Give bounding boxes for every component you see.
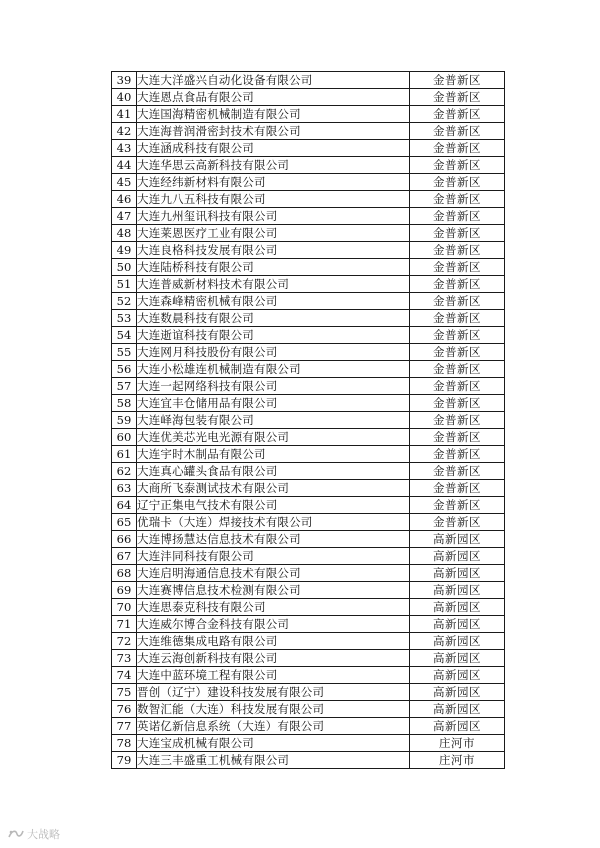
table-row — [112, 412, 505, 429]
company-name: 大连维德集成电路有限公司 — [137, 633, 410, 650]
company-name: 大连博扬慧达信息技术有限公司 — [137, 531, 410, 548]
company-list-body — [112, 72, 505, 769]
row-number: 40 — [112, 89, 137, 106]
region-name: 金普新区 — [410, 497, 505, 514]
table-row — [112, 344, 505, 361]
row-number: 61 — [112, 446, 137, 463]
company-name: 大商所飞泰测试技术有限公司 — [137, 480, 410, 497]
company-name: 大连华思云高新科技有限公司 — [137, 157, 410, 174]
table-row — [112, 599, 505, 616]
company-name: 大连沣同科技有限公司 — [137, 548, 410, 565]
company-name: 大连峄海包装有限公司 — [137, 412, 410, 429]
company-name: 优瑞卡（大连）焊接技术有限公司 — [137, 514, 410, 531]
region-name: 金普新区 — [410, 259, 505, 276]
watermark-text: 大战略 — [27, 828, 60, 841]
company-name: 大连一起网络科技有限公司 — [137, 378, 410, 395]
region-name: 金普新区 — [410, 140, 505, 157]
company-name: 大连真心罐头食品有限公司 — [137, 463, 410, 480]
company-name: 大连三丰盛重工机械有限公司 — [137, 752, 410, 769]
table-row — [112, 123, 505, 140]
company-name: 大连赛博信息技术检测有限公司 — [137, 582, 410, 599]
region-name: 庄河市 — [410, 735, 505, 752]
company-name: 大连宇时木制品有限公司 — [137, 446, 410, 463]
table-row — [112, 310, 505, 327]
row-number: 66 — [112, 531, 137, 548]
company-name: 大连宜丰仓储用品有限公司 — [137, 395, 410, 412]
company-name: 大连网月科技股份有限公司 — [137, 344, 410, 361]
region-name: 金普新区 — [410, 429, 505, 446]
company-name: 大连思泰克科技有限公司 — [137, 599, 410, 616]
table-row — [112, 89, 505, 106]
table-row — [112, 378, 505, 395]
company-name: 大连大洋盛兴自动化设备有限公司 — [137, 72, 410, 89]
table-row — [112, 327, 505, 344]
table-row — [112, 140, 505, 157]
table-row — [112, 72, 505, 89]
row-number: 71 — [112, 616, 137, 633]
row-number: 50 — [112, 259, 137, 276]
row-number: 56 — [112, 361, 137, 378]
company-name: 大连普威新材料技术有限公司 — [137, 276, 410, 293]
region-name: 金普新区 — [410, 208, 505, 225]
row-number: 77 — [112, 718, 137, 735]
row-number: 49 — [112, 242, 137, 259]
table-row — [112, 650, 505, 667]
region-name: 庄河市 — [410, 752, 505, 769]
region-name: 金普新区 — [410, 480, 505, 497]
row-number: 73 — [112, 650, 137, 667]
row-number: 52 — [112, 293, 137, 310]
table-row — [112, 633, 505, 650]
table-row — [112, 395, 505, 412]
company-name: 大连恩点食品有限公司 — [137, 89, 410, 106]
company-name: 大连莱恩医疗工业有限公司 — [137, 225, 410, 242]
table-row — [112, 208, 505, 225]
row-number: 79 — [112, 752, 137, 769]
table-row — [112, 259, 505, 276]
row-number: 72 — [112, 633, 137, 650]
company-name: 大连九八五科技有限公司 — [137, 191, 410, 208]
table-row — [112, 106, 505, 123]
region-name: 高新园区 — [410, 616, 505, 633]
row-number: 74 — [112, 667, 137, 684]
region-name: 高新园区 — [410, 633, 505, 650]
row-number: 43 — [112, 140, 137, 157]
company-name: 大连森峰精密机械有限公司 — [137, 293, 410, 310]
region-name: 金普新区 — [410, 72, 505, 89]
row-number: 57 — [112, 378, 137, 395]
table-row — [112, 480, 505, 497]
region-name: 高新园区 — [410, 718, 505, 735]
table-row — [112, 361, 505, 378]
table-row — [112, 616, 505, 633]
region-name: 金普新区 — [410, 293, 505, 310]
company-name: 大连数晨科技有限公司 — [137, 310, 410, 327]
region-name: 高新园区 — [410, 650, 505, 667]
region-name: 高新园区 — [410, 599, 505, 616]
table-row — [112, 497, 505, 514]
region-name: 金普新区 — [410, 174, 505, 191]
company-name: 大连中蓝环境工程有限公司 — [137, 667, 410, 684]
row-number: 44 — [112, 157, 137, 174]
region-name: 金普新区 — [410, 225, 505, 242]
row-number: 47 — [112, 208, 137, 225]
table-row — [112, 735, 505, 752]
row-number: 41 — [112, 106, 137, 123]
company-name: 大连陆桥科技有限公司 — [137, 259, 410, 276]
table-row — [112, 276, 505, 293]
region-name: 金普新区 — [410, 106, 505, 123]
company-name: 大连海普润滑密封技术有限公司 — [137, 123, 410, 140]
region-name: 金普新区 — [410, 89, 505, 106]
table-row — [112, 514, 505, 531]
region-name: 金普新区 — [410, 157, 505, 174]
region-name: 高新园区 — [410, 582, 505, 599]
table-row — [112, 565, 505, 582]
table-row — [112, 429, 505, 446]
table-row — [112, 293, 505, 310]
region-name: 金普新区 — [410, 344, 505, 361]
row-number: 76 — [112, 701, 137, 718]
company-name: 大连威尔博合金科技有限公司 — [137, 616, 410, 633]
company-name: 大连启明海通信息技术有限公司 — [137, 565, 410, 582]
region-name: 高新园区 — [410, 531, 505, 548]
region-name: 金普新区 — [410, 412, 505, 429]
region-name: 金普新区 — [410, 514, 505, 531]
row-number: 48 — [112, 225, 137, 242]
row-number: 78 — [112, 735, 137, 752]
row-number: 67 — [112, 548, 137, 565]
table-row — [112, 174, 505, 191]
row-number: 64 — [112, 497, 137, 514]
row-number: 58 — [112, 395, 137, 412]
company-name: 大连涵成科技有限公司 — [137, 140, 410, 157]
table-row — [112, 463, 505, 480]
row-number: 69 — [112, 582, 137, 599]
region-name: 金普新区 — [410, 378, 505, 395]
region-name: 金普新区 — [410, 327, 505, 344]
table-row — [112, 582, 505, 599]
table-row — [112, 667, 505, 684]
region-name: 金普新区 — [410, 191, 505, 208]
company-name: 数智汇能（大连）科技发展有限公司 — [137, 701, 410, 718]
row-number: 53 — [112, 310, 137, 327]
row-number: 55 — [112, 344, 137, 361]
region-name: 高新园区 — [410, 667, 505, 684]
row-number: 62 — [112, 463, 137, 480]
region-name: 高新园区 — [410, 548, 505, 565]
company-name: 大连国海精密机械制造有限公司 — [137, 106, 410, 123]
region-name: 金普新区 — [410, 276, 505, 293]
region-name: 金普新区 — [410, 361, 505, 378]
row-number: 60 — [112, 429, 137, 446]
region-name: 金普新区 — [410, 242, 505, 259]
row-number: 46 — [112, 191, 137, 208]
company-name: 英诺亿新信息系统（大连）有限公司 — [137, 718, 410, 735]
watermark-logo-icon — [8, 828, 24, 840]
table-row — [112, 225, 505, 242]
table-row — [112, 157, 505, 174]
company-name: 大连小松雄连机械制造有限公司 — [137, 361, 410, 378]
table-row — [112, 548, 505, 565]
region-name: 金普新区 — [410, 446, 505, 463]
row-number: 51 — [112, 276, 137, 293]
row-number: 70 — [112, 599, 137, 616]
table-row — [112, 242, 505, 259]
company-name: 大连九州玺讯科技有限公司 — [137, 208, 410, 225]
watermark — [8, 826, 60, 842]
row-number: 42 — [112, 123, 137, 140]
row-number: 45 — [112, 174, 137, 191]
company-name: 大连云海创新科技有限公司 — [137, 650, 410, 667]
company-name: 晋创（辽宁）建设科技发展有限公司 — [137, 684, 410, 701]
row-number: 63 — [112, 480, 137, 497]
region-name: 金普新区 — [410, 123, 505, 140]
region-name: 高新园区 — [410, 565, 505, 582]
company-list-table — [111, 71, 505, 769]
region-name: 金普新区 — [410, 310, 505, 327]
row-number: 59 — [112, 412, 137, 429]
table-row — [112, 684, 505, 701]
table-row — [112, 191, 505, 208]
company-name: 大连逝谊科技有限公司 — [137, 327, 410, 344]
region-name: 高新园区 — [410, 684, 505, 701]
company-name: 大连良格科技发展有限公司 — [137, 242, 410, 259]
region-name: 金普新区 — [410, 463, 505, 480]
row-number: 68 — [112, 565, 137, 582]
table-row — [112, 718, 505, 735]
table-row — [112, 531, 505, 548]
region-name: 高新园区 — [410, 701, 505, 718]
row-number: 39 — [112, 72, 137, 89]
company-name: 大连宝成机械有限公司 — [137, 735, 410, 752]
region-name: 金普新区 — [410, 395, 505, 412]
table-row — [112, 752, 505, 769]
row-number: 65 — [112, 514, 137, 531]
table-row — [112, 701, 505, 718]
row-number: 54 — [112, 327, 137, 344]
company-name: 大连经纬新材料有限公司 — [137, 174, 410, 191]
company-name: 大连优美芯光电光源有限公司 — [137, 429, 410, 446]
table-row — [112, 446, 505, 463]
company-name: 辽宁正集电气技术有限公司 — [137, 497, 410, 514]
row-number: 75 — [112, 684, 137, 701]
